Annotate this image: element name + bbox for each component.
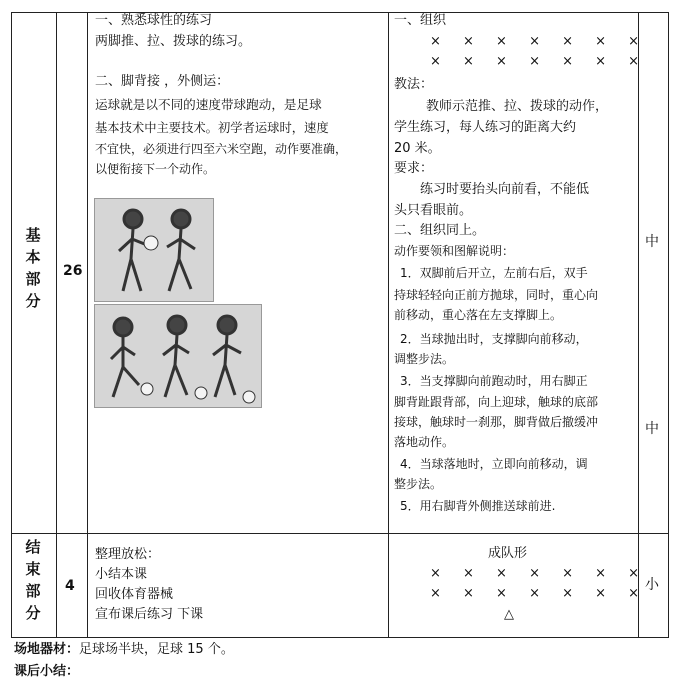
basic-label-char: 分: [25, 292, 41, 310]
equipment-line: [14, 641, 234, 659]
org-line: 2．当球抛出时，支撑脚向前移动，: [400, 332, 588, 346]
content-line: 两脚推、拉、拨球的练习。: [95, 34, 252, 49]
org-line: 落地动作。: [394, 435, 455, 449]
org-line: 脚背趾跟背部，向上迎球，触球的底部: [394, 395, 599, 409]
col-line-1: [56, 12, 57, 638]
equipment-label: 场地器材：: [14, 642, 80, 657]
end-content-line: 回收体育器械: [95, 587, 174, 602]
org-line: 整步法。: [394, 477, 443, 491]
org-line: 头只看眼前。: [394, 203, 473, 218]
section-divider: [11, 533, 668, 534]
org-line: 20 米。: [394, 141, 441, 156]
content-line: 不宜快，必须进行四至六米空跑，动作要准确，: [95, 142, 348, 156]
basic-label-char: 本: [25, 248, 41, 266]
org-line: 前移动，重心落在左支撑脚上。: [394, 308, 563, 322]
org-line: 练习时要抬头向前看，不能低: [420, 182, 590, 197]
end-label-char: 结: [25, 538, 41, 556]
org-line: 1．双脚前后开立，左前右后，双手: [400, 266, 588, 280]
basic-label-char: 部: [25, 270, 41, 288]
end-label-char: 部: [25, 582, 41, 600]
end-org-title: 成队形: [488, 546, 528, 561]
end-label-char: 分: [25, 604, 41, 622]
col-line-3: [388, 12, 389, 638]
end-content-line: 整理放松：: [95, 547, 161, 562]
formation-row: × × × × × × ×: [430, 34, 649, 49]
intensity-mark: 中: [645, 421, 659, 437]
content-line: 运球就是以不同的速度带球跑动，是足球: [95, 97, 322, 112]
org-line: 教师示范推、拉、拨球的动作，: [426, 99, 609, 114]
end-content-line: 小结本课: [95, 567, 148, 582]
content-line: 基本技术中主要技术。初学者运球时，速度: [95, 121, 329, 135]
org-line: 二、组织同上。: [394, 223, 486, 238]
table-bottom-border: [11, 637, 668, 638]
end-label-char: 束: [25, 560, 41, 578]
children-dribbling-photo: [94, 198, 214, 302]
end-intensity-mark: 小: [645, 577, 659, 593]
org-line: 动作要领和图解说明：: [394, 244, 515, 258]
org-line: 5．用右脚背外侧推送球前进.: [400, 499, 556, 513]
org-line: 教法：: [394, 77, 434, 92]
org-line: 要求：: [394, 161, 434, 176]
summary-label: 课后小结：: [14, 664, 80, 679]
intensity-mark: 中: [645, 234, 659, 250]
teacher-triangle-icon: △: [504, 607, 514, 622]
content-line: 一、熟悉球性的练习: [95, 13, 213, 28]
org-line: 接球，触球时一刹那，脚背做后撤缓冲: [394, 415, 599, 429]
equipment-value: 足球场半块，足球 15 个。: [79, 642, 234, 657]
col-line-0: [11, 12, 12, 638]
col-line-2: [87, 12, 88, 638]
content-line: 以便衔接下一个动作。: [95, 162, 216, 176]
formation-row: × × × × × × ×: [430, 586, 649, 601]
org-line: 一、组织: [394, 13, 447, 28]
formation-row: × × × × × × ×: [430, 566, 649, 581]
org-line: 调整步法。: [394, 352, 455, 366]
org-line: 持球轻轻向正前方抛球，同时，重心向: [394, 288, 599, 302]
org-line: 4．当球落地时，立即向前移动，调: [400, 457, 588, 471]
end-minutes: 4: [65, 578, 75, 594]
org-line: 3．当支撑脚向前跑动时，用右脚正: [400, 374, 588, 388]
basic-label-char: 基: [25, 226, 41, 244]
basic-minutes: 26: [63, 263, 83, 279]
end-content-line: 宣布课后练习 下课: [95, 607, 204, 622]
col-line-5: [668, 12, 669, 638]
col-line-4: [638, 12, 639, 638]
children-kicking-photo: [94, 304, 262, 408]
formation-row: × × × × × × ×: [430, 54, 649, 69]
content-line: 二、脚背接 ，外侧运：: [95, 74, 230, 89]
org-line: 学生练习，每人练习的距离大约: [394, 120, 577, 135]
